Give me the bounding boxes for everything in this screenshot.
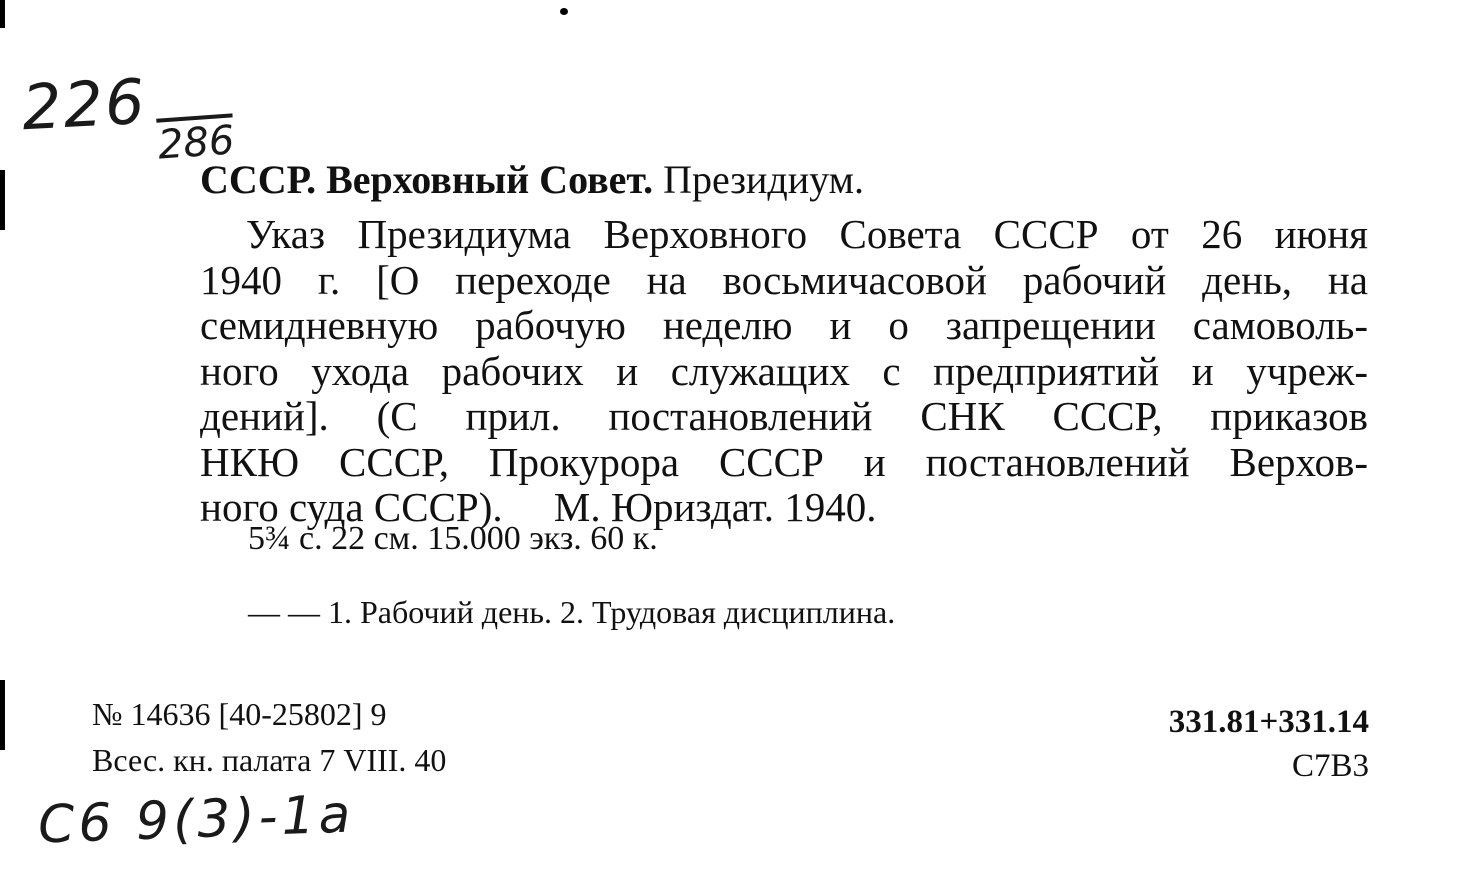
author-code: С7В3 (1291, 748, 1369, 784)
description-line: 1940 г. [О переходе на восьмичасовой рабочий день, на (200, 257, 1368, 303)
subject-headings: — — 1. Рабочий день. 2. Трудовая дисциплина. (248, 594, 896, 630)
description-line: ного ухода рабочих и служащих с предприятий и учреж- (200, 348, 1368, 394)
heading-author-bold: СССР. Верховный Совет. (200, 157, 654, 202)
scan-speck (560, 8, 568, 15)
scan-edge-mark-bottom (0, 680, 5, 750)
handwritten-call-number: C6 9(3)-1a (37, 784, 356, 856)
handwritten-shelf-number: 226 (20, 64, 149, 145)
physical-description: 5¾ с. 22 см. 15.000 экз. 60 к. (248, 520, 658, 557)
description-line: НКЮ СССР, Прокурора СССР и постановлений Верхов- (200, 439, 1368, 485)
description-line: ного суда СССР). М. Юриздат. 1940. (200, 485, 877, 530)
bibliographic-description (200, 212, 1368, 531)
card-heading (200, 156, 864, 203)
heading-author-normal: Президиум. (663, 157, 864, 202)
registration-number: № 14636 [40-25802] 9 (92, 696, 387, 732)
book-chamber-stamp: Всес. кн. палата 7 VIII. 40 (92, 742, 447, 778)
description-line: семидневную рабочую неделю и о запрещении самоволь- (200, 303, 1368, 348)
udc-classification: 331.81+331.14 (1168, 704, 1369, 740)
description-line: дений]. (С прил. постановлений СНК СССР, приказов (200, 394, 1368, 439)
description-line: Указ Президиума Верховного Совета СССР от 26 июня (246, 212, 1368, 257)
scan-edge-mark-top (0, 0, 5, 28)
handwritten-shelf-subnumber: 286 (156, 117, 236, 169)
scan-edge-mark-middle (0, 170, 5, 230)
